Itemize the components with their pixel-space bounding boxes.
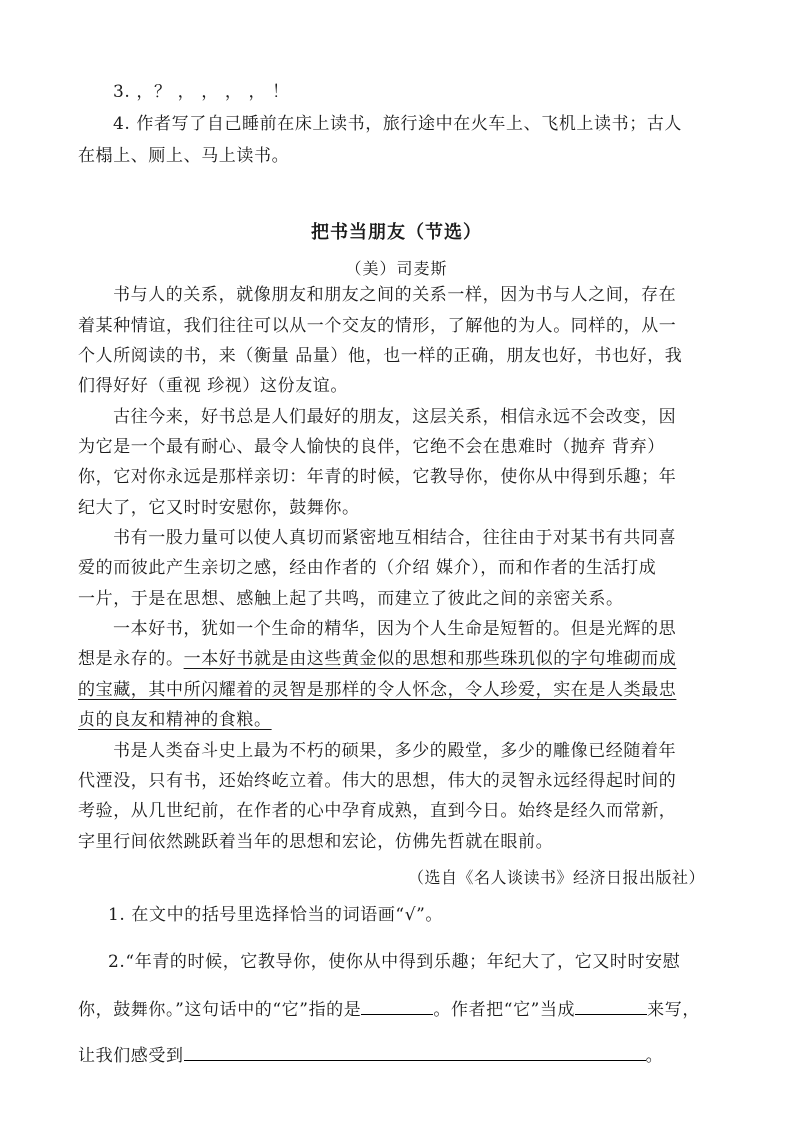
answer-blank-3[interactable] — [184, 1046, 646, 1061]
question-1: 1. 在文中的括号里选择恰当的词语画“√”。 — [108, 905, 444, 925]
p4-line2-plain: 想是永存的。 — [78, 649, 184, 669]
underlined-sentence-part1: 一本好书就是由这些黄金似的思想和那些珠玑似的字句堆砌而成 — [183, 649, 677, 669]
p5-line4: 字里行间依然跳跃着当年的思想和宏论，仿佛先哲就在眼前。 — [78, 832, 554, 852]
p2-line1: 古往今来，好书总是人们最好的朋友，这层关系，相信永远不会改变，因 — [113, 407, 677, 427]
article-source: （选自《名人谈读书》经济日报出版社） — [407, 868, 705, 887]
answer-3: 3. ，？ ， ， ， ， ！ — [113, 82, 290, 102]
answer-4-line1: 4. 作者写了自己睡前在床上读书，旅行途中在火车上、飞机上读书；古人 — [113, 114, 683, 134]
p5-line3: 考验，从几世纪前，在作者的心中孕育成熟，直到今日。始终是经久而常新， — [78, 801, 677, 821]
p3-line3: 一片，于是在思想、感触上起了共鸣，而建立了彼此之间的亲密关系。 — [78, 589, 624, 609]
q2-text-b: 。作者把“它”当成 — [433, 1000, 576, 1020]
p3-line2: 爱的而彼此产生亲切之感，经由作者的（介绍 媒介），而和作者的生活打成 — [78, 558, 657, 578]
p5-line2: 代湮没，只有书，还始终屹立着。伟大的思想，伟大的灵智永远经得起时间的 — [78, 771, 677, 791]
p3-line1: 书有一股力量可以使人真切而紧密地互相结合，往往由于对某书有共同喜 — [113, 528, 677, 548]
p2-line4: 纪大了，它又时时安慰你，鼓舞你。 — [78, 498, 360, 518]
answer-4-line2: 在榻上、厕上、马上读书。 — [78, 146, 290, 166]
p1-line1: 书与人的关系，就像朋友和朋友之间的关系一样，因为书与人之间，存在 — [113, 285, 677, 305]
q2-text-c: 来写， — [647, 1000, 700, 1020]
article-title: 把书当朋友（节选） — [311, 222, 482, 243]
p4-line1: 一本好书，犹如一个生命的精华，因为个人生命是短暂的。但是光辉的思 — [113, 619, 677, 639]
question-2-line1: 2.“年青的时候，它教导你，使你从中得到乐趣；年纪大了，它又时时安慰 — [108, 952, 681, 972]
p4-line4 — [78, 712, 272, 729]
p1-line4: 们得好好（重视 珍视）这份友谊。 — [78, 376, 349, 396]
q2-text-a: 你，鼓舞你。”这句话中的“它”指的是 — [78, 1000, 362, 1020]
p4-line3 — [78, 682, 676, 699]
q2-text-e: 。 — [645, 1046, 664, 1066]
p1-line2: 着某种情谊，我们往往可以从一个交友的情形，了解他的为人。同样的，从一 — [78, 316, 677, 336]
answer-blank-2[interactable] — [575, 1000, 647, 1015]
article-author: （美）司麦斯 — [345, 259, 448, 278]
p1-line3: 个人所阅读的书，来（衡量 品量）他，也一样的正确，朋友也好，书也好，我 — [78, 346, 683, 366]
underlined-sentence-part3: 贞的良友和精神的食粮。 — [78, 710, 272, 730]
q2-text-d: 让我们感受到 — [78, 1046, 184, 1066]
p2-line2: 为它是一个最有耐心、最令人愉快的良伴，它绝不会在患难时（抛弃 背弃） — [78, 437, 665, 457]
p5-line1: 书是人类奋斗史上最为不朽的硕果，多少的殿堂，多少的雕像已经随着年 — [113, 741, 677, 761]
underlined-sentence-part2: 的宝藏，其中所闪耀着的灵智是那样的令人怀念，令人珍爱，实在是人类最忠 — [78, 680, 677, 700]
p4-line2 — [78, 651, 676, 668]
question-2-line2 — [78, 1000, 700, 1019]
question-2-line3 — [78, 1046, 663, 1065]
p2-line3: 你，它对你永远是那样亲切：年青的时候，它教导你，使你从中得到乐趣；年 — [78, 467, 677, 487]
answer-blank-1[interactable] — [361, 1000, 433, 1015]
